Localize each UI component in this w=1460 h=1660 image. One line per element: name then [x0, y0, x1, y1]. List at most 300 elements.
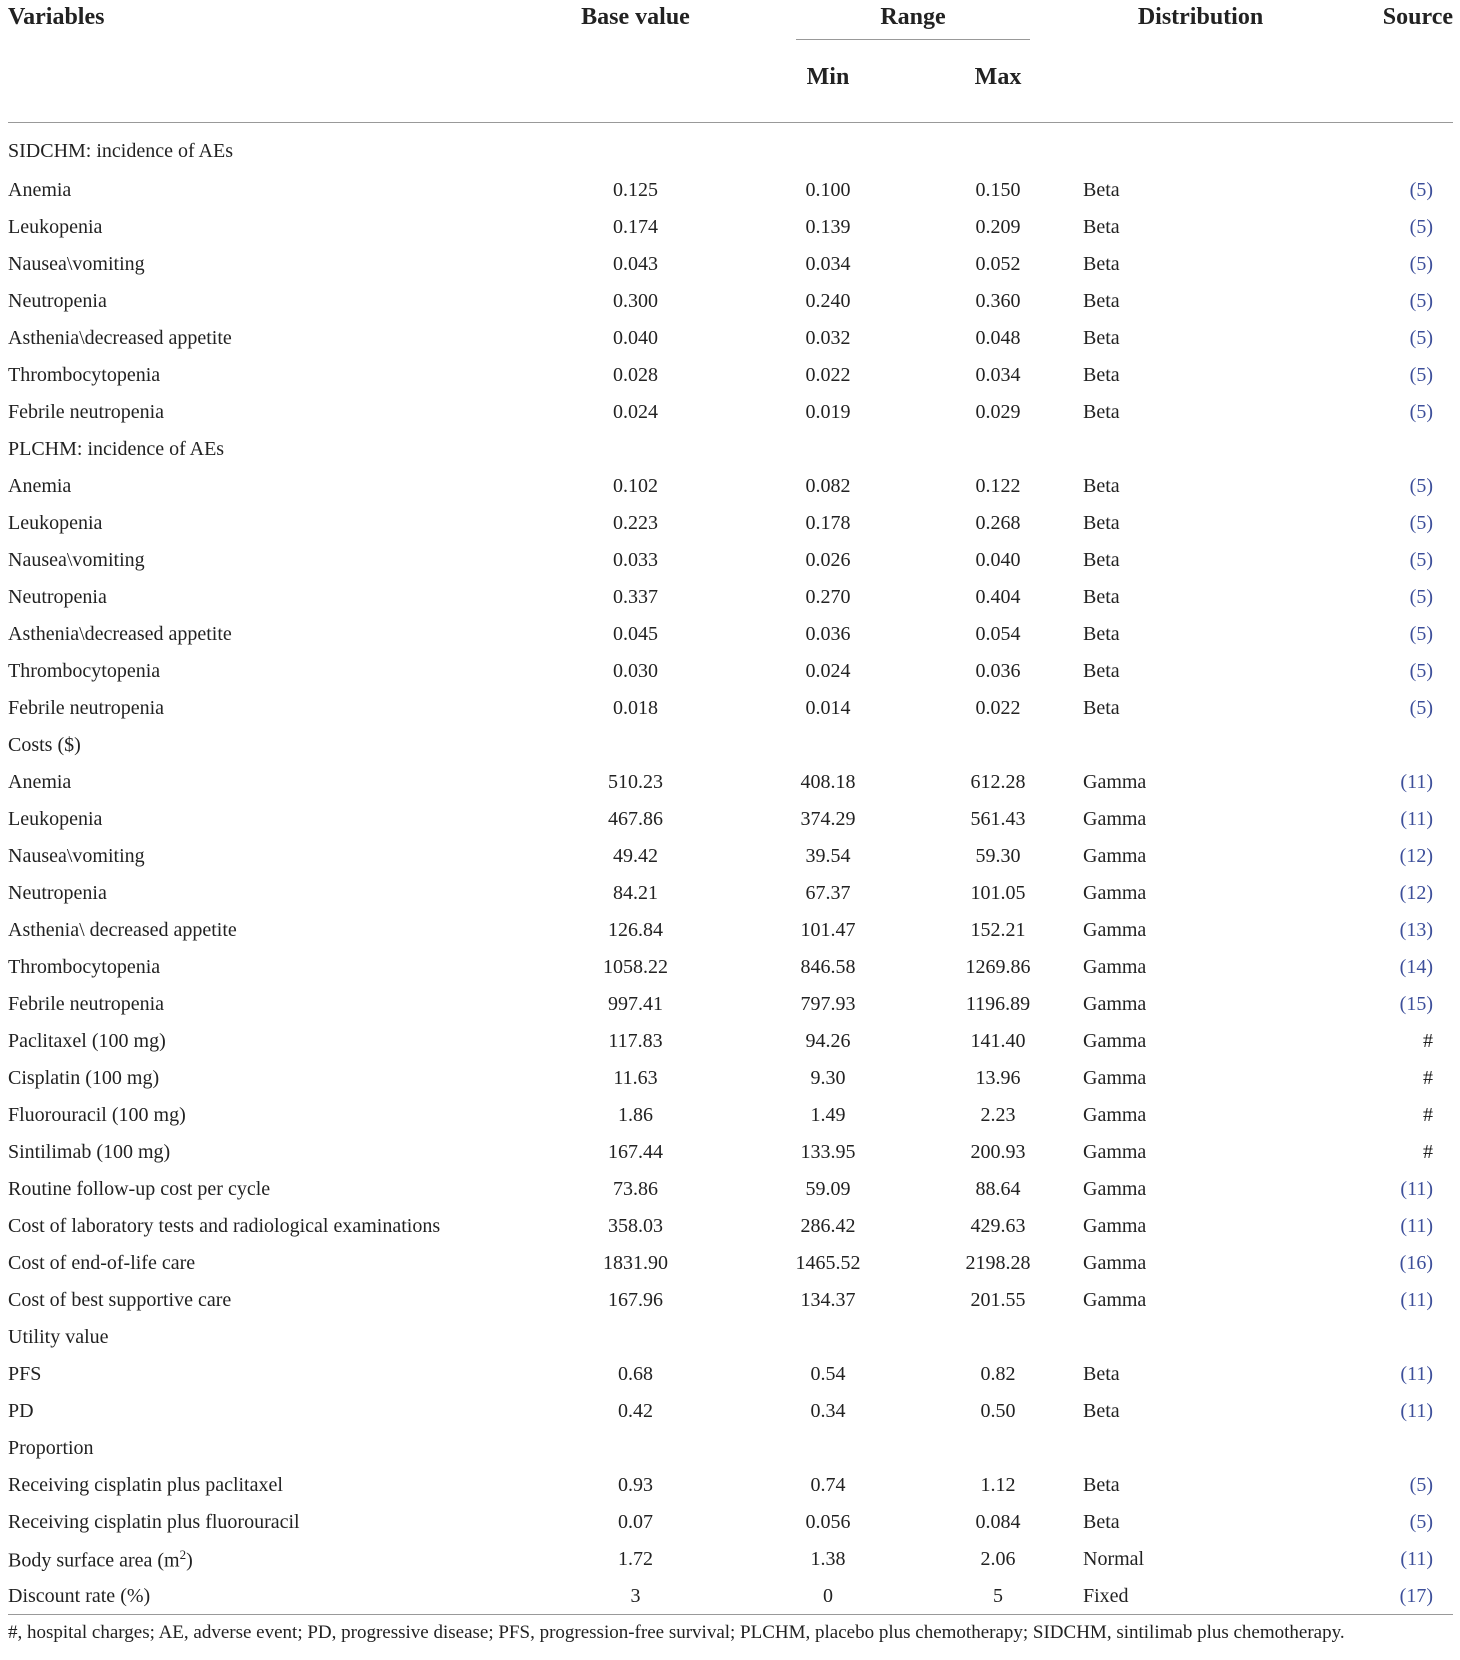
cell-distribution: Beta — [1083, 327, 1120, 349]
cell-source — [1318, 320, 1453, 357]
cell-variable: Neutropenia — [8, 290, 107, 312]
reference-link[interactable]: (5) — [1409, 253, 1433, 275]
cell-distribution: Beta — [1083, 697, 1120, 719]
reference-link[interactable]: (11) — [1400, 1178, 1433, 1200]
cell-min: 286.42 — [800, 1215, 856, 1237]
cell-max: 0.036 — [975, 660, 1021, 682]
reference-link[interactable]: (11) — [1400, 1363, 1433, 1385]
cell-source — [1318, 1134, 1453, 1171]
cell-source — [1318, 764, 1453, 801]
unit-suffix: ) — [186, 1549, 193, 1572]
cell-base-value — [528, 1319, 743, 1356]
reference-link[interactable]: (5) — [1409, 364, 1433, 386]
table-row — [8, 1467, 1453, 1504]
cell-distribution: Gamma — [1083, 919, 1147, 941]
cell-distribution: Beta — [1083, 401, 1120, 423]
cell-source — [1318, 1245, 1453, 1282]
table-row — [8, 123, 1453, 173]
header-variables: Variables — [8, 4, 105, 30]
cell-base-value — [528, 727, 743, 764]
cell-min — [743, 431, 913, 468]
cell-source — [1318, 1171, 1453, 1208]
cell-variable: Asthenia\decreased appetite — [8, 327, 232, 349]
header-range-label: Range — [796, 4, 1030, 40]
table-row — [8, 690, 1453, 727]
reference-link[interactable]: (11) — [1400, 1289, 1433, 1311]
reference-link[interactable]: (16) — [1399, 1252, 1433, 1274]
table-row — [8, 246, 1453, 283]
table-row — [8, 542, 1453, 579]
cell-source — [1318, 727, 1453, 764]
cell-variable: Utility value — [8, 1326, 109, 1348]
cell-variable: Febrile neutropenia — [8, 697, 165, 719]
cell-distribution: Gamma — [1083, 1030, 1147, 1052]
table-row — [8, 394, 1453, 431]
cell-base-value: 11.63 — [613, 1067, 658, 1089]
table-row — [8, 801, 1453, 838]
cell-max — [913, 123, 1083, 173]
cell-base-value: 0.045 — [613, 623, 658, 645]
cell-variable: Discount rate (%) — [8, 1585, 151, 1607]
cell-max — [913, 727, 1083, 764]
cell-max — [913, 1430, 1083, 1467]
cell-max — [913, 431, 1083, 468]
reference-link[interactable]: (5) — [1409, 623, 1433, 645]
cell-max: 2.23 — [980, 1104, 1016, 1126]
cell-min: 846.58 — [800, 956, 856, 978]
cell-max: 201.55 — [970, 1289, 1026, 1311]
footer-rule — [8, 1614, 1453, 1615]
cell-max: 0.404 — [975, 586, 1021, 608]
table-row — [8, 1393, 1453, 1430]
cell-min: 374.29 — [800, 808, 856, 830]
cell-base-value: 0.102 — [613, 475, 658, 497]
reference-link[interactable]: (5) — [1409, 1511, 1433, 1533]
cell-source — [1318, 1023, 1453, 1060]
cell-variable: Anemia — [8, 475, 72, 497]
cell-source — [1318, 1504, 1453, 1541]
cell-min — [743, 727, 913, 764]
cell-base-value: 0.030 — [613, 660, 658, 682]
header-min: Min — [743, 48, 913, 123]
cell-max: 59.30 — [975, 845, 1021, 867]
cell-max: 0.122 — [975, 475, 1021, 497]
cell-min: 0.082 — [805, 475, 851, 497]
reference-link[interactable]: (5) — [1409, 586, 1433, 608]
cell-distribution: Gamma — [1083, 808, 1147, 830]
cell-min: 1.38 — [810, 1548, 846, 1570]
cell-source — [1318, 1060, 1453, 1097]
cell-source — [1318, 838, 1453, 875]
cell-variable: Anemia — [8, 179, 72, 201]
cell-min — [743, 123, 913, 173]
reference-link[interactable]: (5) — [1409, 179, 1433, 201]
cell-max: 0.052 — [975, 253, 1021, 275]
cell-variable: Febrile neutropenia — [8, 993, 165, 1015]
header-base-value: Base value — [581, 4, 690, 30]
cell-source — [1318, 283, 1453, 320]
cell-max: 0.022 — [975, 697, 1021, 719]
cell-base-value: 167.96 — [608, 1289, 663, 1311]
table-row — [8, 875, 1453, 912]
cell-min: 0.036 — [805, 623, 851, 645]
header-spacer — [528, 48, 743, 123]
cell-max: 0.150 — [975, 179, 1021, 201]
hospital-charges-marker: # — [1423, 1141, 1433, 1163]
cell-min: 0.54 — [810, 1363, 846, 1385]
cell-source — [1318, 505, 1453, 542]
cell-min: 9.30 — [810, 1067, 846, 1089]
table-row — [8, 1430, 1453, 1467]
cell-base-value: 0.018 — [613, 697, 658, 719]
table-row — [8, 579, 1453, 616]
cell-base-value: 510.23 — [608, 771, 663, 793]
cell-base-value: 1.86 — [618, 1104, 653, 1126]
cell-base-value: 0.040 — [613, 327, 658, 349]
table-row — [8, 1171, 1453, 1208]
cell-max: 0.50 — [980, 1400, 1016, 1422]
reference-link[interactable]: (11) — [1400, 1400, 1433, 1422]
table-row — [8, 431, 1453, 468]
cell-distribution: Gamma — [1083, 1215, 1147, 1237]
cell-min: 59.09 — [805, 1178, 851, 1200]
cell-source — [1318, 1393, 1453, 1430]
cell-source — [1318, 949, 1453, 986]
cell-source — [1318, 1430, 1453, 1467]
cell-distribution — [1083, 1319, 1318, 1356]
cell-min: 134.37 — [800, 1289, 856, 1311]
cell-source — [1318, 653, 1453, 690]
cell-base-value: 0.033 — [613, 549, 658, 571]
reference-link[interactable]: (5) — [1409, 549, 1433, 571]
cell-distribution: Gamma — [1083, 956, 1147, 978]
reference-link[interactable]: (11) — [1400, 1215, 1433, 1237]
table-row — [8, 838, 1453, 875]
cell-max: 2.06 — [980, 1548, 1016, 1570]
table-header — [8, 0, 1453, 123]
table-row — [8, 1097, 1453, 1134]
cell-max: 0.040 — [975, 549, 1021, 571]
cell-min: 0.032 — [805, 327, 851, 349]
table-row — [8, 1134, 1453, 1171]
unit-superscript: 2 — [179, 1546, 187, 1562]
cell-min — [743, 1319, 913, 1356]
cell-source — [1318, 1541, 1453, 1578]
cell-variable: Body surface area $(m^2)$ — [8, 1546, 193, 1572]
cell-source — [1318, 875, 1453, 912]
cell-variable: Proportion — [8, 1437, 94, 1459]
cell-base-value: 0.93 — [618, 1474, 653, 1496]
cell-distribution: Beta — [1083, 1511, 1120, 1533]
cell-max: 5 — [993, 1585, 1003, 1607]
cell-max: 141.40 — [970, 1030, 1026, 1052]
cell-max: 88.64 — [975, 1178, 1021, 1200]
cell-base-value: 0.68 — [618, 1363, 653, 1385]
table-row — [8, 1356, 1453, 1393]
table-row — [8, 172, 1453, 209]
cell-variable: Nausea\vomiting — [8, 253, 145, 275]
cell-max: 0.054 — [975, 623, 1021, 645]
reference-link[interactable]: (17) — [1399, 1585, 1433, 1607]
reference-link[interactable]: (5) — [1409, 401, 1433, 423]
cell-max: 101.05 — [970, 882, 1026, 904]
table-row — [8, 1245, 1453, 1282]
cell-min: 1465.52 — [795, 1252, 861, 1274]
cell-variable: Neutropenia — [8, 586, 107, 608]
cell-distribution: Normal — [1083, 1548, 1145, 1570]
cell-max: 0.029 — [975, 401, 1021, 423]
reference-link[interactable]: (5) — [1409, 1474, 1433, 1496]
cell-base-value: 73.86 — [613, 1178, 658, 1200]
hospital-charges-marker: # — [1423, 1030, 1433, 1052]
cell-distribution: Beta — [1083, 216, 1120, 238]
cell-source — [1318, 616, 1453, 653]
cell-base-value: 49.42 — [613, 845, 658, 867]
parameters-table-container — [8, 0, 1453, 1615]
cell-max: 1196.89 — [965, 993, 1031, 1015]
cell-distribution: Gamma — [1083, 845, 1147, 867]
cell-variable: Leukopenia — [8, 216, 103, 238]
cell-distribution — [1083, 431, 1318, 468]
cell-distribution — [1083, 123, 1318, 173]
reference-link[interactable]: (5) — [1409, 512, 1433, 534]
cell-base-value: 0.028 — [613, 364, 658, 386]
table-row — [8, 616, 1453, 653]
cell-min: 0 — [823, 1585, 833, 1607]
table-row — [8, 986, 1453, 1023]
reference-link[interactable]: (5) — [1409, 697, 1433, 719]
cell-source — [1318, 1208, 1453, 1245]
cell-min: 0.178 — [805, 512, 851, 534]
cell-variable: Asthenia\decreased appetite — [8, 623, 232, 645]
cell-base-value: 0.337 — [613, 586, 658, 608]
reference-link[interactable]: (11) — [1400, 1548, 1433, 1570]
header-range — [743, 0, 1083, 48]
cell-variable: Cost of laboratory tests and radiological examinations — [8, 1215, 441, 1237]
cell-distribution: Gamma — [1083, 993, 1147, 1015]
header-spacer — [1083, 48, 1318, 123]
cell-min: 0.74 — [810, 1474, 846, 1496]
table-row — [8, 320, 1453, 357]
cell-distribution: Gamma — [1083, 1289, 1147, 1311]
cell-variable: Sintilimab (100 mg) — [8, 1141, 171, 1163]
cell-base-value: 0.300 — [613, 290, 658, 312]
cell-variable: SIDCHM: incidence of AEs — [8, 140, 233, 162]
cell-source — [1318, 246, 1453, 283]
cell-variable: Febrile neutropenia — [8, 401, 165, 423]
cell-max: 0.268 — [975, 512, 1021, 534]
cell-distribution — [1083, 1430, 1318, 1467]
model-parameters-table — [8, 0, 1453, 1615]
cell-distribution: Gamma — [1083, 771, 1147, 793]
table-row — [8, 1541, 1453, 1578]
cell-distribution: Beta — [1083, 179, 1120, 201]
cell-min: 0.034 — [805, 253, 851, 275]
cell-max: 0.82 — [980, 1363, 1016, 1385]
cell-distribution: Beta — [1083, 364, 1120, 386]
cell-min: 797.93 — [800, 993, 856, 1015]
hospital-charges-marker: # — [1423, 1104, 1433, 1126]
cell-max: 0.209 — [975, 216, 1021, 238]
cell-source — [1318, 123, 1453, 173]
cell-min: 0.056 — [805, 1511, 851, 1533]
reference-link[interactable]: (12) — [1399, 845, 1433, 867]
reference-link[interactable]: (13) — [1399, 919, 1433, 941]
cell-max: 561.43 — [970, 808, 1026, 830]
reference-link[interactable]: (11) — [1400, 771, 1433, 793]
cell-min: 39.54 — [805, 845, 851, 867]
table-row — [8, 1282, 1453, 1319]
cell-source — [1318, 357, 1453, 394]
reference-link[interactable]: (5) — [1409, 290, 1433, 312]
reference-link[interactable]: (5) — [1409, 660, 1433, 682]
table-row — [8, 505, 1453, 542]
header-distribution: Distribution — [1137, 4, 1264, 30]
cell-base-value: 167.44 — [608, 1141, 663, 1163]
cell-base-value: 117.83 — [608, 1030, 663, 1052]
header-spacer — [1318, 48, 1453, 123]
table-row — [8, 1208, 1453, 1245]
cell-source — [1318, 209, 1453, 246]
table-body — [8, 123, 1453, 1616]
cell-variable: Leukopenia — [8, 808, 103, 830]
cell-min: 133.95 — [800, 1141, 856, 1163]
table-footnote: #, hospital charges; AE, adverse event; PD, progressive disease; PFS, progression-free survival; PLCHM, placebo plus chemotherapy; SIDCHM, sintilimab plus chemotherapy. — [8, 1622, 1345, 1643]
cell-distribution: Gamma — [1083, 1178, 1147, 1200]
table-row — [8, 727, 1453, 764]
cell-base-value: 358.03 — [608, 1215, 663, 1237]
cell-max: 13.96 — [975, 1067, 1021, 1089]
cell-min: 0.022 — [805, 364, 851, 386]
cell-distribution: Beta — [1083, 1474, 1120, 1496]
cell-min: 0.014 — [805, 697, 851, 719]
table-row — [8, 949, 1453, 986]
cell-min: 0.019 — [805, 401, 851, 423]
cell-variable: Thrombocytopenia — [8, 364, 161, 386]
cell-distribution: Beta — [1083, 512, 1120, 534]
header-max: Max — [913, 48, 1083, 123]
table-row — [8, 1319, 1453, 1356]
cell-base-value — [528, 431, 743, 468]
cell-min: 67.37 — [805, 882, 851, 904]
cell-distribution: Beta — [1083, 586, 1120, 608]
cell-variable: Receiving cisplatin plus fluorouracil — [8, 1511, 300, 1533]
cell-distribution: Gamma — [1083, 1252, 1147, 1274]
cell-base-value: 997.41 — [608, 993, 663, 1015]
cell-variable: PD — [8, 1400, 34, 1422]
cell-variable: Receiving cisplatin plus paclitaxel — [8, 1474, 283, 1496]
cell-distribution: Beta — [1083, 1400, 1120, 1422]
cell-source — [1318, 986, 1453, 1023]
cell-variable: Thrombocytopenia — [8, 660, 161, 682]
cell-max: 200.93 — [970, 1141, 1026, 1163]
cell-min: 0.240 — [805, 290, 851, 312]
header-source: Source — [1382, 4, 1453, 30]
cell-distribution: Beta — [1083, 623, 1120, 645]
reference-link[interactable]: (14) — [1399, 956, 1433, 978]
cell-base-value — [528, 123, 743, 173]
cell-min: 101.47 — [800, 919, 856, 941]
cell-distribution: Gamma — [1083, 1141, 1147, 1163]
cell-min: 0.270 — [805, 586, 851, 608]
table-row — [8, 357, 1453, 394]
table-row — [8, 764, 1453, 801]
reference-link[interactable]: (11) — [1400, 808, 1433, 830]
cell-base-value: 0.024 — [613, 401, 658, 423]
cell-source — [1318, 542, 1453, 579]
cell-max: 0.034 — [975, 364, 1021, 386]
cell-variable: Cost of best supportive care — [8, 1289, 232, 1311]
reference-link[interactable]: (5) — [1409, 475, 1433, 497]
cell-source — [1318, 1356, 1453, 1393]
cell-source — [1318, 1467, 1453, 1504]
cell-variable: Anemia — [8, 771, 72, 793]
cell-variable: Fluorouracil (100 mg) — [8, 1104, 186, 1126]
cell-max: 2198.28 — [965, 1252, 1031, 1274]
cell-distribution: Gamma — [1083, 1067, 1147, 1089]
cell-base-value: 0.42 — [618, 1400, 653, 1422]
cell-min: 94.26 — [805, 1030, 851, 1052]
header-spacer — [8, 48, 528, 123]
cell-min: 0.024 — [805, 660, 851, 682]
cell-base-value: 0.223 — [613, 512, 658, 534]
cell-max: 1.12 — [980, 1474, 1016, 1496]
cell-variable: Leukopenia — [8, 512, 103, 534]
cell-source — [1318, 1319, 1453, 1356]
cell-max: 0.048 — [975, 327, 1021, 349]
table-row — [8, 1504, 1453, 1541]
table-row — [8, 1060, 1453, 1097]
cell-max: 0.360 — [975, 290, 1021, 312]
cell-variable: PLCHM: incidence of AEs — [8, 438, 225, 460]
cell-max: 0.084 — [975, 1511, 1021, 1533]
table-row — [8, 653, 1453, 690]
cell-source — [1318, 468, 1453, 505]
reference-link[interactable]: (5) — [1409, 327, 1433, 349]
cell-variable: Nausea\vomiting — [8, 845, 145, 867]
cell-variable: Thrombocytopenia — [8, 956, 161, 978]
cell-variable: Routine follow-up cost per cycle — [8, 1178, 271, 1200]
cell-variable: Cisplatin (100 mg) — [8, 1067, 160, 1089]
cell-max: 612.28 — [970, 771, 1026, 793]
reference-link[interactable]: (5) — [1409, 216, 1433, 238]
table-row — [8, 912, 1453, 949]
reference-link[interactable]: (15) — [1399, 993, 1433, 1015]
cell-source — [1318, 579, 1453, 616]
cell-variable: Costs ($) — [8, 734, 81, 756]
table-row — [8, 1578, 1453, 1615]
cell-base-value: 1831.90 — [603, 1252, 668, 1274]
cell-source — [1318, 172, 1453, 209]
cell-source — [1318, 801, 1453, 838]
cell-source — [1318, 431, 1453, 468]
cell-variable: Nausea\vomiting — [8, 549, 145, 571]
cell-min: 1.49 — [810, 1104, 846, 1126]
hospital-charges-marker: # — [1423, 1067, 1433, 1089]
reference-link[interactable]: (12) — [1399, 882, 1433, 904]
cell-base-value: 1058.22 — [603, 956, 668, 978]
cell-base-value: 0.174 — [613, 216, 658, 238]
cell-max: 429.63 — [970, 1215, 1026, 1237]
cell-distribution: Beta — [1083, 475, 1120, 497]
cell-source — [1318, 912, 1453, 949]
cell-distribution: Fixed — [1083, 1585, 1129, 1607]
cell-base-value: 0.125 — [613, 179, 658, 201]
table-row — [8, 468, 1453, 505]
cell-variable: PFS — [8, 1363, 42, 1385]
cell-distribution: Beta — [1083, 1363, 1120, 1385]
cell-base-value: 0.07 — [618, 1511, 653, 1533]
